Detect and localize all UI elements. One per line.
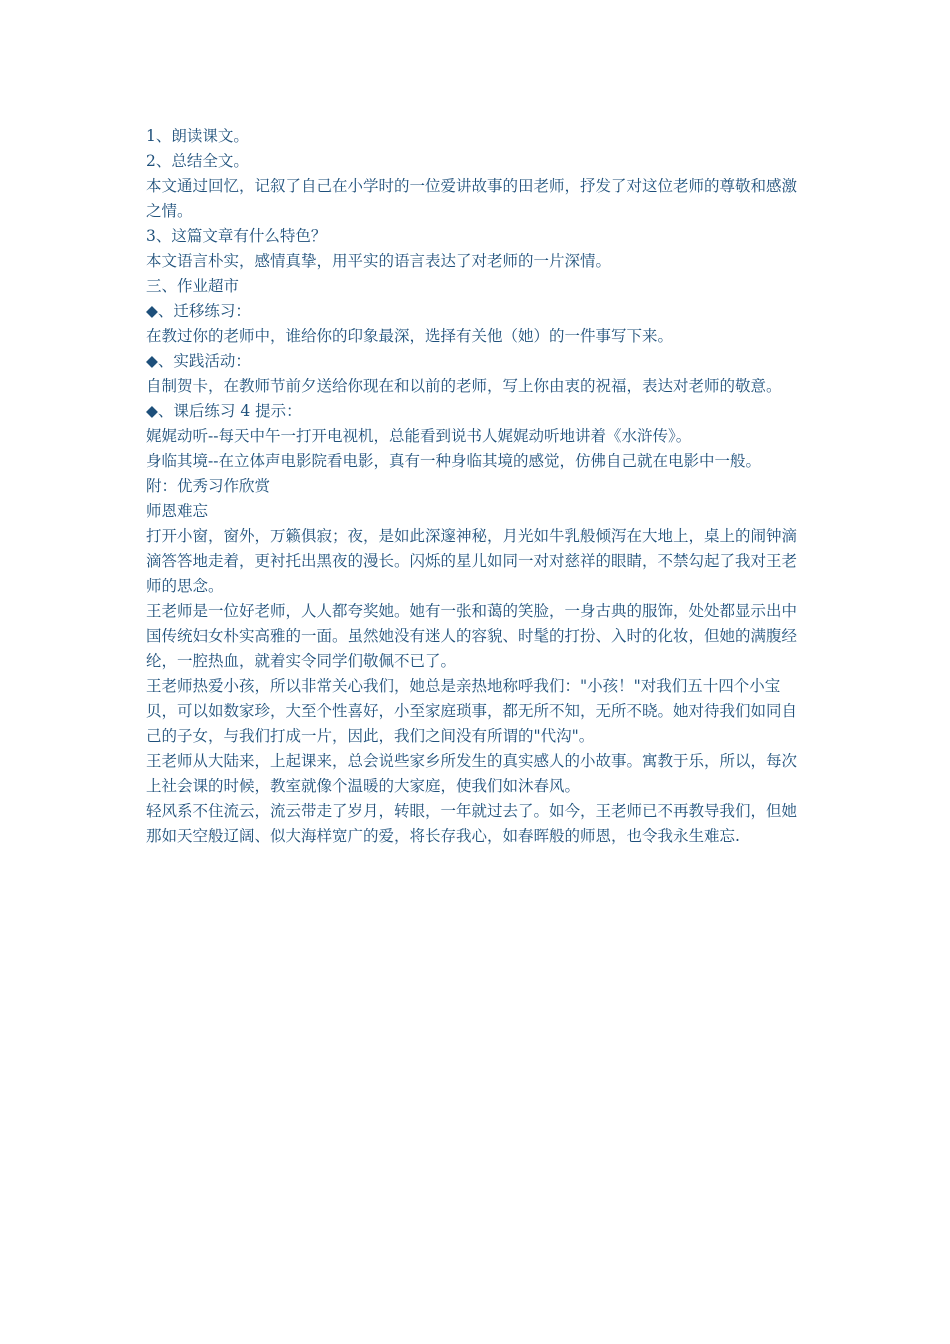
step-1-heading: 1、朗读课文。 xyxy=(146,127,249,145)
appendix-heading: 附：优秀习作欣赏 xyxy=(146,477,271,495)
idiom-2-line: 身临其境--在立体声电影院看电影，真有一种身临其境的感觉，仿佛自己就在电影中一般。 xyxy=(146,452,761,470)
step-3-heading: 3、这篇文章有什么特色？ xyxy=(146,227,327,245)
exercise-4-heading: ◆、课后练习 4 提示： xyxy=(146,402,302,420)
essay-paragraph-3: 王老师热爱小孩，所以非常关心我们，她总是亲热地称呼我们："小孩！"对我们五十四个小宝贝，可以如数家珍，大至个性喜好，小至家庭琐事，都无所不知，无所不晓。她对待我们如同自己的子女，与我们打成一片，因此，我们之间没有所谓的"代沟"。 xyxy=(146,677,798,745)
essay-paragraph-2: 王老师是一位好老师，人人都夸奖她。她有一张和蔼的笑脸，一身古典的服饰，处处都显示出中国传统妇女朴实高雅的一面。虽然她没有迷人的容貌、时髦的打扮、入时的化妆，但她的满腹经纶，一腔热血，就着实令同学们敬佩不已了。 xyxy=(146,602,798,670)
transfer-practice-heading: ◆、迁移练习： xyxy=(146,302,251,320)
essay-paragraph-1: 打开小窗，窗外，万籁俱寂；夜，是如此深邃神秘，月光如牛乳般倾泻在大地上，桌上的闹钟滴滴答答地走着，更衬托出黑夜的漫长。闪烁的星儿如同一对对慈祥的眼睛，不禁勾起了我对王老师的思念。 xyxy=(146,527,798,595)
essay-paragraph-4: 王老师从大陆来，上起课来，总会说些家乡所发生的真实感人的小故事。寓教于乐，所以，每次上社会课的时候，教室就像个温暖的大家庭，使我们如沐春风。 xyxy=(146,752,798,795)
essay-paragraph-5: 轻风系不住流云，流云带走了岁月，转眼，一年就过去了。如今，王老师已不再教导我们，但她那如天空般辽阔、似大海样宽广的爱，将长存我心，如春晖般的师恩，也令我永生难忘. xyxy=(146,802,798,845)
practice-activity-text: 自制贺卡，在教师节前夕送给你现在和以前的老师，写上你由衷的祝福，表达对老师的敬意。 xyxy=(146,377,782,395)
idiom-1-line: 娓娓动听--每天中午一打开电视机，总能看到说书人娓娓动听地讲着《水浒传》。 xyxy=(146,427,692,445)
section-3-heading: 三、作业超市 xyxy=(146,277,240,295)
practice-activity-heading: ◆、实践活动： xyxy=(146,352,251,370)
essay-title: 师恩难忘 xyxy=(146,502,209,520)
step-2-heading: 2、总结全文。 xyxy=(146,152,249,170)
transfer-practice-text: 在教过你的老师中，谁给你的印象最深，选择有关他（她）的一件事写下来。 xyxy=(146,327,674,345)
summary-paragraph: 本文通过回忆，记叙了自己在小学时的一位爱讲故事的田老师，抒发了对这位老师的尊敬和感激之情。 xyxy=(146,177,798,220)
features-paragraph: 本文语言朴实，感情真挚，用平实的语言表达了对老师的一片深情。 xyxy=(146,252,612,270)
document-body xyxy=(146,124,810,849)
